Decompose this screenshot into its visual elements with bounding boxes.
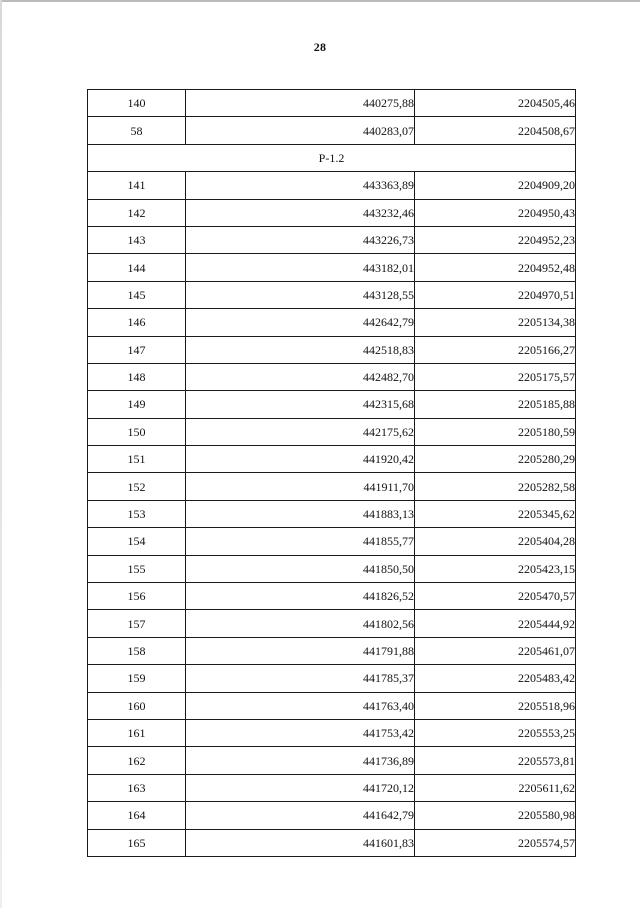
table-row	[88, 117, 576, 144]
point-number-cell: 144	[88, 254, 186, 281]
y-coordinate-cell: 2205611,62	[415, 774, 576, 801]
y-coordinate-cell: 2205282,58	[415, 473, 576, 500]
x-coordinate-cell: 443226,73	[186, 226, 415, 253]
section-label: Р-1.2	[88, 144, 576, 171]
table-row	[88, 829, 576, 856]
table-row	[88, 747, 576, 774]
point-number-cell: 158	[88, 637, 186, 664]
y-coordinate-cell: 2204505,46	[415, 90, 576, 117]
table-row	[88, 309, 576, 336]
table-row	[88, 802, 576, 829]
table-row	[88, 418, 576, 445]
x-coordinate-cell: 442642,79	[186, 309, 415, 336]
table-row	[88, 446, 576, 473]
point-number-cell: 148	[88, 363, 186, 390]
table-row	[88, 719, 576, 746]
y-coordinate-cell: 2205345,62	[415, 500, 576, 527]
table-row	[88, 665, 576, 692]
point-number-cell: 160	[88, 692, 186, 719]
coordinates-table	[87, 89, 576, 857]
table-row	[88, 363, 576, 390]
x-coordinate-cell: 442482,70	[186, 363, 415, 390]
table-row	[88, 637, 576, 664]
y-coordinate-cell: 2205185,88	[415, 391, 576, 418]
point-number-cell: 157	[88, 610, 186, 637]
x-coordinate-cell: 441601,83	[186, 829, 415, 856]
x-coordinate-cell: 443232,46	[186, 199, 415, 226]
y-coordinate-cell: 2204950,43	[415, 199, 576, 226]
point-number-cell: 143	[88, 226, 186, 253]
point-number-cell: 150	[88, 418, 186, 445]
table-row	[88, 254, 576, 281]
point-number-cell: 149	[88, 391, 186, 418]
y-coordinate-cell: 2205166,27	[415, 336, 576, 363]
table-row	[88, 774, 576, 801]
table-row	[88, 555, 576, 582]
y-coordinate-cell: 2204952,23	[415, 226, 576, 253]
x-coordinate-cell: 440283,07	[186, 117, 415, 144]
point-number-cell: 146	[88, 309, 186, 336]
table-row	[88, 226, 576, 253]
point-number-cell: 142	[88, 199, 186, 226]
x-coordinate-cell: 441736,89	[186, 747, 415, 774]
point-number-cell: 152	[88, 473, 186, 500]
y-coordinate-cell: 2205573,81	[415, 747, 576, 774]
table-row	[88, 281, 576, 308]
y-coordinate-cell: 2204909,20	[415, 172, 576, 199]
section-row	[88, 144, 576, 171]
table-row	[88, 610, 576, 637]
x-coordinate-cell: 442518,83	[186, 336, 415, 363]
y-coordinate-cell: 2205483,42	[415, 665, 576, 692]
table-row	[88, 172, 576, 199]
point-number-cell: 159	[88, 665, 186, 692]
point-number-cell: 151	[88, 446, 186, 473]
page-number: 28	[313, 40, 327, 54]
table-row	[88, 583, 576, 610]
point-number-cell: 164	[88, 802, 186, 829]
x-coordinate-cell: 442315,68	[186, 391, 415, 418]
point-number-cell: 153	[88, 500, 186, 527]
x-coordinate-cell: 441802,56	[186, 610, 415, 637]
x-coordinate-cell: 441920,42	[186, 446, 415, 473]
table-row	[88, 500, 576, 527]
y-coordinate-cell: 2205175,57	[415, 363, 576, 390]
x-coordinate-cell: 441785,37	[186, 665, 415, 692]
y-coordinate-cell: 2204970,51	[415, 281, 576, 308]
y-coordinate-cell: 2205574,57	[415, 829, 576, 856]
x-coordinate-cell: 441720,12	[186, 774, 415, 801]
y-coordinate-cell: 2205461,07	[415, 637, 576, 664]
y-coordinate-cell: 2205470,57	[415, 583, 576, 610]
scan-left-edge	[0, 0, 2, 908]
x-coordinate-cell: 443363,89	[186, 172, 415, 199]
y-coordinate-cell: 2205180,59	[415, 418, 576, 445]
y-coordinate-cell: 2204952,48	[415, 254, 576, 281]
y-coordinate-cell: 2205553,25	[415, 719, 576, 746]
point-number-cell: 156	[88, 583, 186, 610]
y-coordinate-cell: 2205280,29	[415, 446, 576, 473]
table-row	[88, 336, 576, 363]
point-number-cell: 154	[88, 528, 186, 555]
y-coordinate-cell: 2204508,67	[415, 117, 576, 144]
table-row	[88, 692, 576, 719]
x-coordinate-cell: 441883,13	[186, 500, 415, 527]
x-coordinate-cell: 442175,62	[186, 418, 415, 445]
point-number-cell: 145	[88, 281, 186, 308]
x-coordinate-cell: 440275,88	[186, 90, 415, 117]
x-coordinate-cell: 441791,88	[186, 637, 415, 664]
point-number-cell: 165	[88, 829, 186, 856]
y-coordinate-cell: 2205444,92	[415, 610, 576, 637]
point-number-cell: 163	[88, 774, 186, 801]
table-row	[88, 90, 576, 117]
x-coordinate-cell: 443128,55	[186, 281, 415, 308]
y-coordinate-cell: 2205580,98	[415, 802, 576, 829]
point-number-cell: 162	[88, 747, 186, 774]
point-number-cell: 147	[88, 336, 186, 363]
table-row	[88, 473, 576, 500]
table-row	[88, 199, 576, 226]
point-number-cell: 161	[88, 719, 186, 746]
y-coordinate-cell: 2205518,96	[415, 692, 576, 719]
table-row	[88, 391, 576, 418]
table-row	[88, 528, 576, 555]
point-number-cell: 141	[88, 172, 186, 199]
x-coordinate-cell: 441850,50	[186, 555, 415, 582]
point-number-cell: 58	[88, 117, 186, 144]
x-coordinate-cell: 441855,77	[186, 528, 415, 555]
x-coordinate-cell: 441753,42	[186, 719, 415, 746]
y-coordinate-cell: 2205423,15	[415, 555, 576, 582]
x-coordinate-cell: 441642,79	[186, 802, 415, 829]
x-coordinate-cell: 441826,52	[186, 583, 415, 610]
y-coordinate-cell: 2205134,38	[415, 309, 576, 336]
scan-top-edge	[0, 0, 640, 2]
point-number-cell: 155	[88, 555, 186, 582]
x-coordinate-cell: 441763,40	[186, 692, 415, 719]
x-coordinate-cell: 443182,01	[186, 254, 415, 281]
y-coordinate-cell: 2205404,28	[415, 528, 576, 555]
coordinates-table-body	[88, 90, 576, 857]
point-number-cell: 140	[88, 90, 186, 117]
x-coordinate-cell: 441911,70	[186, 473, 415, 500]
